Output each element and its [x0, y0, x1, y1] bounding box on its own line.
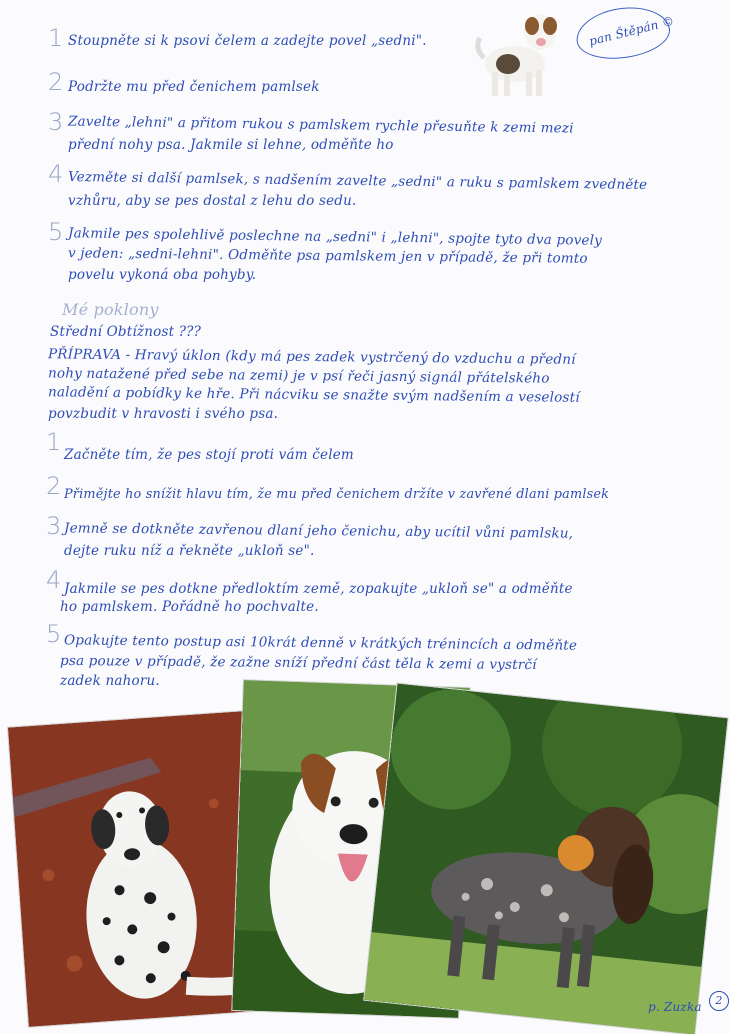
- step-number: 5: [48, 218, 64, 246]
- step-text: Stoupněte si k psovi čelem a zadejte povel „sedni".: [68, 33, 427, 49]
- step-text: psa pouze v případě, že zažne sníží přední část těla k zemi a vystrčí: [59, 652, 537, 674]
- step-text: Jemně se dotkněte zavřenou dlaní jeho čenichu, aby ucítil vůni pamlsku,: [63, 520, 574, 542]
- step-text: Zavelte „lehni" a přitom rukou s pamlskem rychle přesuňte k zemi mezi: [67, 113, 574, 137]
- step-text: Přimějte ho snížit hlavu tím, že mu před čenichem držíte v zavřené dlani pamlsek: [64, 487, 610, 502]
- terrier-photo: [470, 2, 570, 102]
- step-number: 4: [48, 160, 64, 188]
- step-number: 1: [46, 428, 62, 456]
- step-number: 2: [48, 68, 64, 96]
- spaniel-with-ball-photo: [364, 684, 727, 1034]
- step-text: Začněte tím, že pes stojí proti vám čelem: [64, 447, 354, 463]
- step-text: vzhůru, aby se pes dostal z lehu do sedu.: [68, 193, 357, 209]
- step-number: 3: [48, 108, 64, 136]
- step-text: Opakujte tento postup asi 10krát denně v krátkých trénincích a odměňte: [63, 632, 578, 654]
- step-text: v jeden: „sedni-lehni". Odměňte psa pamlskem jen v případě, že při tomto: [67, 245, 588, 267]
- step-text: povelu vykoná oba pohyby.: [68, 267, 257, 283]
- step-text: přední nohy psa. Jakmile si lehne, odměňte ho: [68, 137, 394, 153]
- prep-text: nohy natažené před sebe na zemi) je v psí řeči jasný signál přátelského: [47, 365, 550, 387]
- step-number: 2: [46, 472, 62, 500]
- page-number: 2: [709, 991, 729, 1011]
- step-text: Jakmile se pes dotkne předloktím země, zopakujte „ukloň se" a odměňte: [64, 581, 573, 597]
- signature: p. Zuzka: [648, 1000, 702, 1014]
- bubble-text: pan Štěpán ©: [587, 13, 676, 49]
- step-text: ho pamlskem. Pořádně ho pochvalte.: [60, 599, 319, 615]
- step-number: 1: [48, 24, 64, 52]
- difficulty: Střední Obtížnost ???: [50, 324, 202, 340]
- step-text: dejte ruku níž a řekněte „ukloň se".: [64, 543, 315, 559]
- step-number: 5: [46, 620, 62, 648]
- step-number: 4: [46, 566, 62, 594]
- step-text: Podržte mu před čenichem pamlsek: [68, 79, 320, 95]
- prep-text: povzbudit v hravosti i svého psa.: [48, 406, 279, 422]
- section-title: Mé poklony: [62, 300, 159, 319]
- prep-text: PŘÍPRAVA - Hravý úklon (kdy má pes zadek vystrčený do vzduchu a přední: [47, 346, 576, 368]
- step-text: zadek nahoru.: [60, 673, 160, 689]
- step-text: Vezměte si další pamlsek, s nadšením zavelte „sedni" a ruku s pamlskem zvedněte: [67, 168, 648, 194]
- prep-text: naladění a pobídky ke hře. Při nácviku se snažte svým nadšením a veselostí: [47, 384, 580, 406]
- step-text: Jakmile pes spolehlivě poslechne na „sedni" i „lehni", spojte tyto dva povely: [67, 225, 603, 249]
- step-number: 3: [46, 512, 62, 540]
